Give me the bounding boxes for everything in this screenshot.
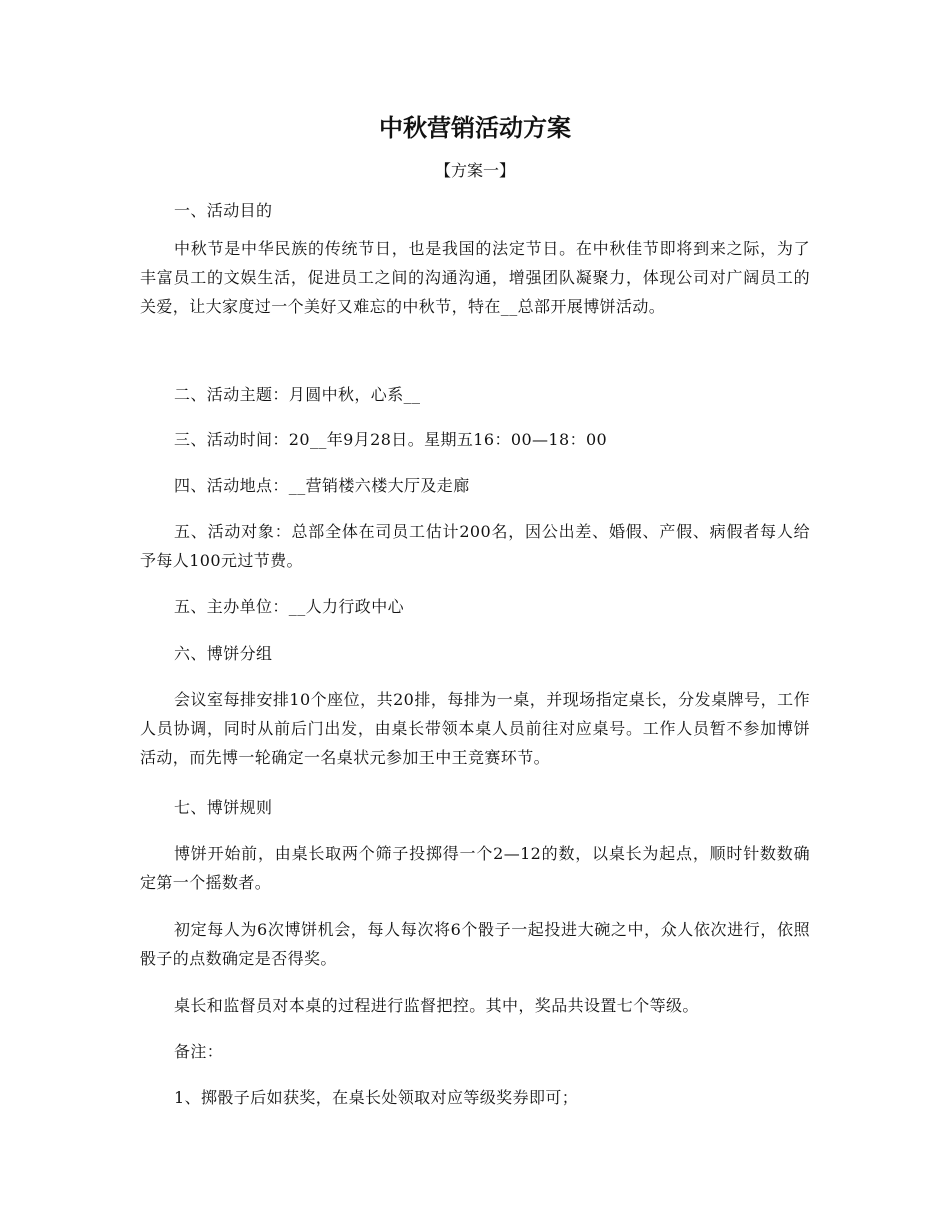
document-page <box>140 0 810 1230</box>
paragraph-rules-rounds: 初定每人为6次博饼机会，每人每次将6个骰子一起投进大碗之中，众人依次进行，依照骰子的点数确定是否得奖。 <box>140 920 810 968</box>
note-item-1: 1、掷骰子后如获奖，在桌长处领取对应等级奖券即可； <box>174 1088 579 1107</box>
paragraph-grouping: 会议室每排安排10个座位，共20排，每排为一桌，并现场指定桌长，分发桌牌号，工作人员协调，同时从前后门出发，由桌长带领本桌人员前往对应桌号。工作人员暂不参加博饼活动，而先博一轮确定一名桌状元参加王中王竞赛环节。 <box>140 690 810 767</box>
paragraph-location: 四、活动地点：__营销楼六楼大厅及走廊 <box>174 476 470 495</box>
paragraph-purpose: 中秋节是中华民族的传统节日，也是我国的法定节日。在中秋佳节即将到来之际，为了丰富员工的文娱生活，促进员工之间的沟通沟通，增强团队凝聚力，体现公司对广阔员工的关爱，让大家度过一个美好又难忘的中秋节，特在__总部开展博饼活动。 <box>140 239 810 316</box>
paragraph-theme: 二、活动主题：月圆中秋，心系__ <box>174 385 421 404</box>
section-heading-grouping: 六、博饼分组 <box>174 644 273 663</box>
paragraph-rules-start: 博饼开始前，由桌长取两个筛子投掷得一个2—12的数，以桌长为起点，顺时针数数确定第一个摇数者。 <box>140 844 810 892</box>
section-heading-purpose: 一、活动目的 <box>174 201 273 220</box>
section-heading-rules: 七、博饼规则 <box>174 798 273 817</box>
paragraph-audience: 五、活动对象：总部全体在司员工估计200名，因公出差、婚假、产假、病假者每人给予每人100元过节费。 <box>140 522 810 570</box>
paragraph-time: 三、活动时间：20__年9月28日。星期五16：00—18：00 <box>174 430 608 449</box>
notes-heading: 备注： <box>174 1042 224 1061</box>
document-subtitle: 【方案一】 <box>434 161 515 180</box>
paragraph-rules-supervision: 桌长和监督员对本桌的过程进行监督把控。其中，奖品共设置七个等级。 <box>174 996 699 1015</box>
document-title: 中秋营销活动方案 <box>379 113 571 142</box>
paragraph-organizer: 五、主办单位：__人力行政中心 <box>174 597 405 616</box>
